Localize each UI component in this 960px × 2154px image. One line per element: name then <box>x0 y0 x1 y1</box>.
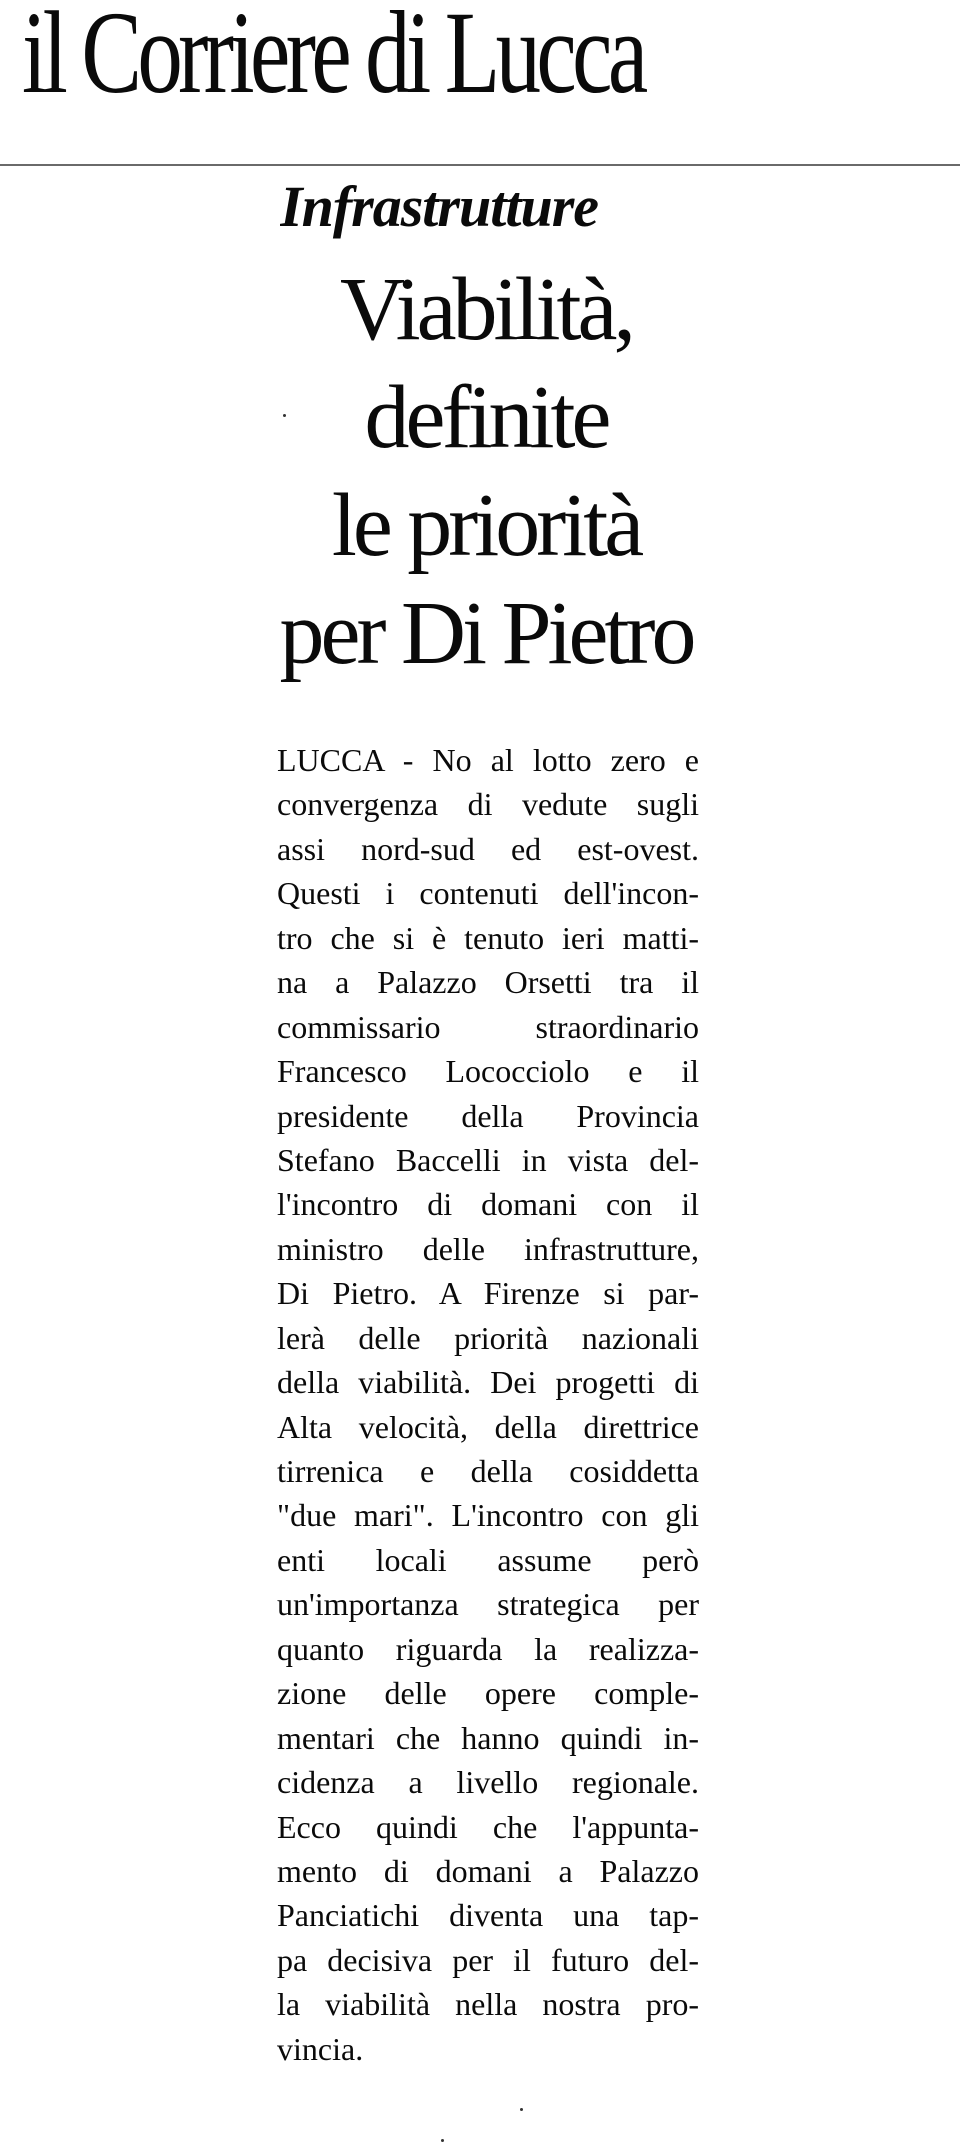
body-line: Questi i contenuti dell'incon- <box>277 875 699 912</box>
body-line: commissario straordinario <box>277 1008 699 1045</box>
body-line: ministro delle infrastrutture, <box>277 1230 699 1267</box>
scan-speck <box>283 414 286 417</box>
body-line: un'importanza strategica per <box>277 1586 699 1623</box>
body-line: pa decisiva per il futuro del- <box>277 1941 699 1978</box>
body-line: Ecco quindi che l'appunta- <box>277 1808 699 1845</box>
body-line: tirrenica e della cosiddetta <box>277 1453 699 1489</box>
body-line: "due mari". L'incontro con gli <box>277 1497 699 1534</box>
body-line: Di Pietro. A Firenze si par- <box>277 1275 699 1312</box>
body-line: la viabilità nella nostra pro- <box>277 1986 699 2023</box>
masthead-divider <box>0 164 960 166</box>
body-line: na a Palazzo Orsetti tra il <box>277 964 699 1001</box>
headline-line: Viabilità, <box>339 260 632 359</box>
headline-line: per Di Pietro <box>279 584 693 683</box>
headline-line: definite <box>364 368 608 467</box>
body-line: Francesco Lococciolo e il <box>277 1053 699 1090</box>
body-line: tro che si è tenuto ieri matti- <box>277 919 699 956</box>
article-headline <box>270 256 702 688</box>
body-line: mento di domani a Palazzo <box>277 1852 699 1889</box>
body-line: enti locali assume però <box>277 1541 699 1578</box>
article-body <box>277 738 699 2138</box>
body-line: quanto riguarda la realizza- <box>277 1630 699 1667</box>
body-line: Stefano Baccelli in vista del- <box>277 1141 699 1178</box>
body-line: assi nord-sud ed est-ovest. <box>277 830 699 867</box>
body-line: Panciatichi diventa una tap- <box>277 1897 699 1934</box>
body-line: LUCCA - No al lotto zero e <box>277 742 699 778</box>
body-line: Alta velocità, della direttrice <box>277 1408 699 1445</box>
body-line: l'incontro di domani con il <box>277 1186 699 1223</box>
newspaper-masthead: il Corriere di Lucca <box>22 0 644 118</box>
section-kicker: Infrastrutture <box>280 174 599 239</box>
headline-line: le priorità <box>331 476 641 575</box>
body-line: vincia. <box>277 2030 364 2067</box>
body-line: convergenza di vedute sugli <box>277 786 699 823</box>
body-line: lerà delle priorità nazionali <box>277 1319 699 1356</box>
body-line: presidente della Provincia <box>277 1097 699 1134</box>
body-line: della viabilità. Dei progetti di <box>277 1364 699 1401</box>
scan-speck <box>520 2108 523 2111</box>
body-line: mentari che hanno quindi in- <box>277 1719 699 1756</box>
scan-speck <box>441 2139 444 2142</box>
body-line: zione delle opere comple- <box>277 1675 699 1712</box>
body-line: cidenza a livello regionale. <box>277 1764 699 1801</box>
